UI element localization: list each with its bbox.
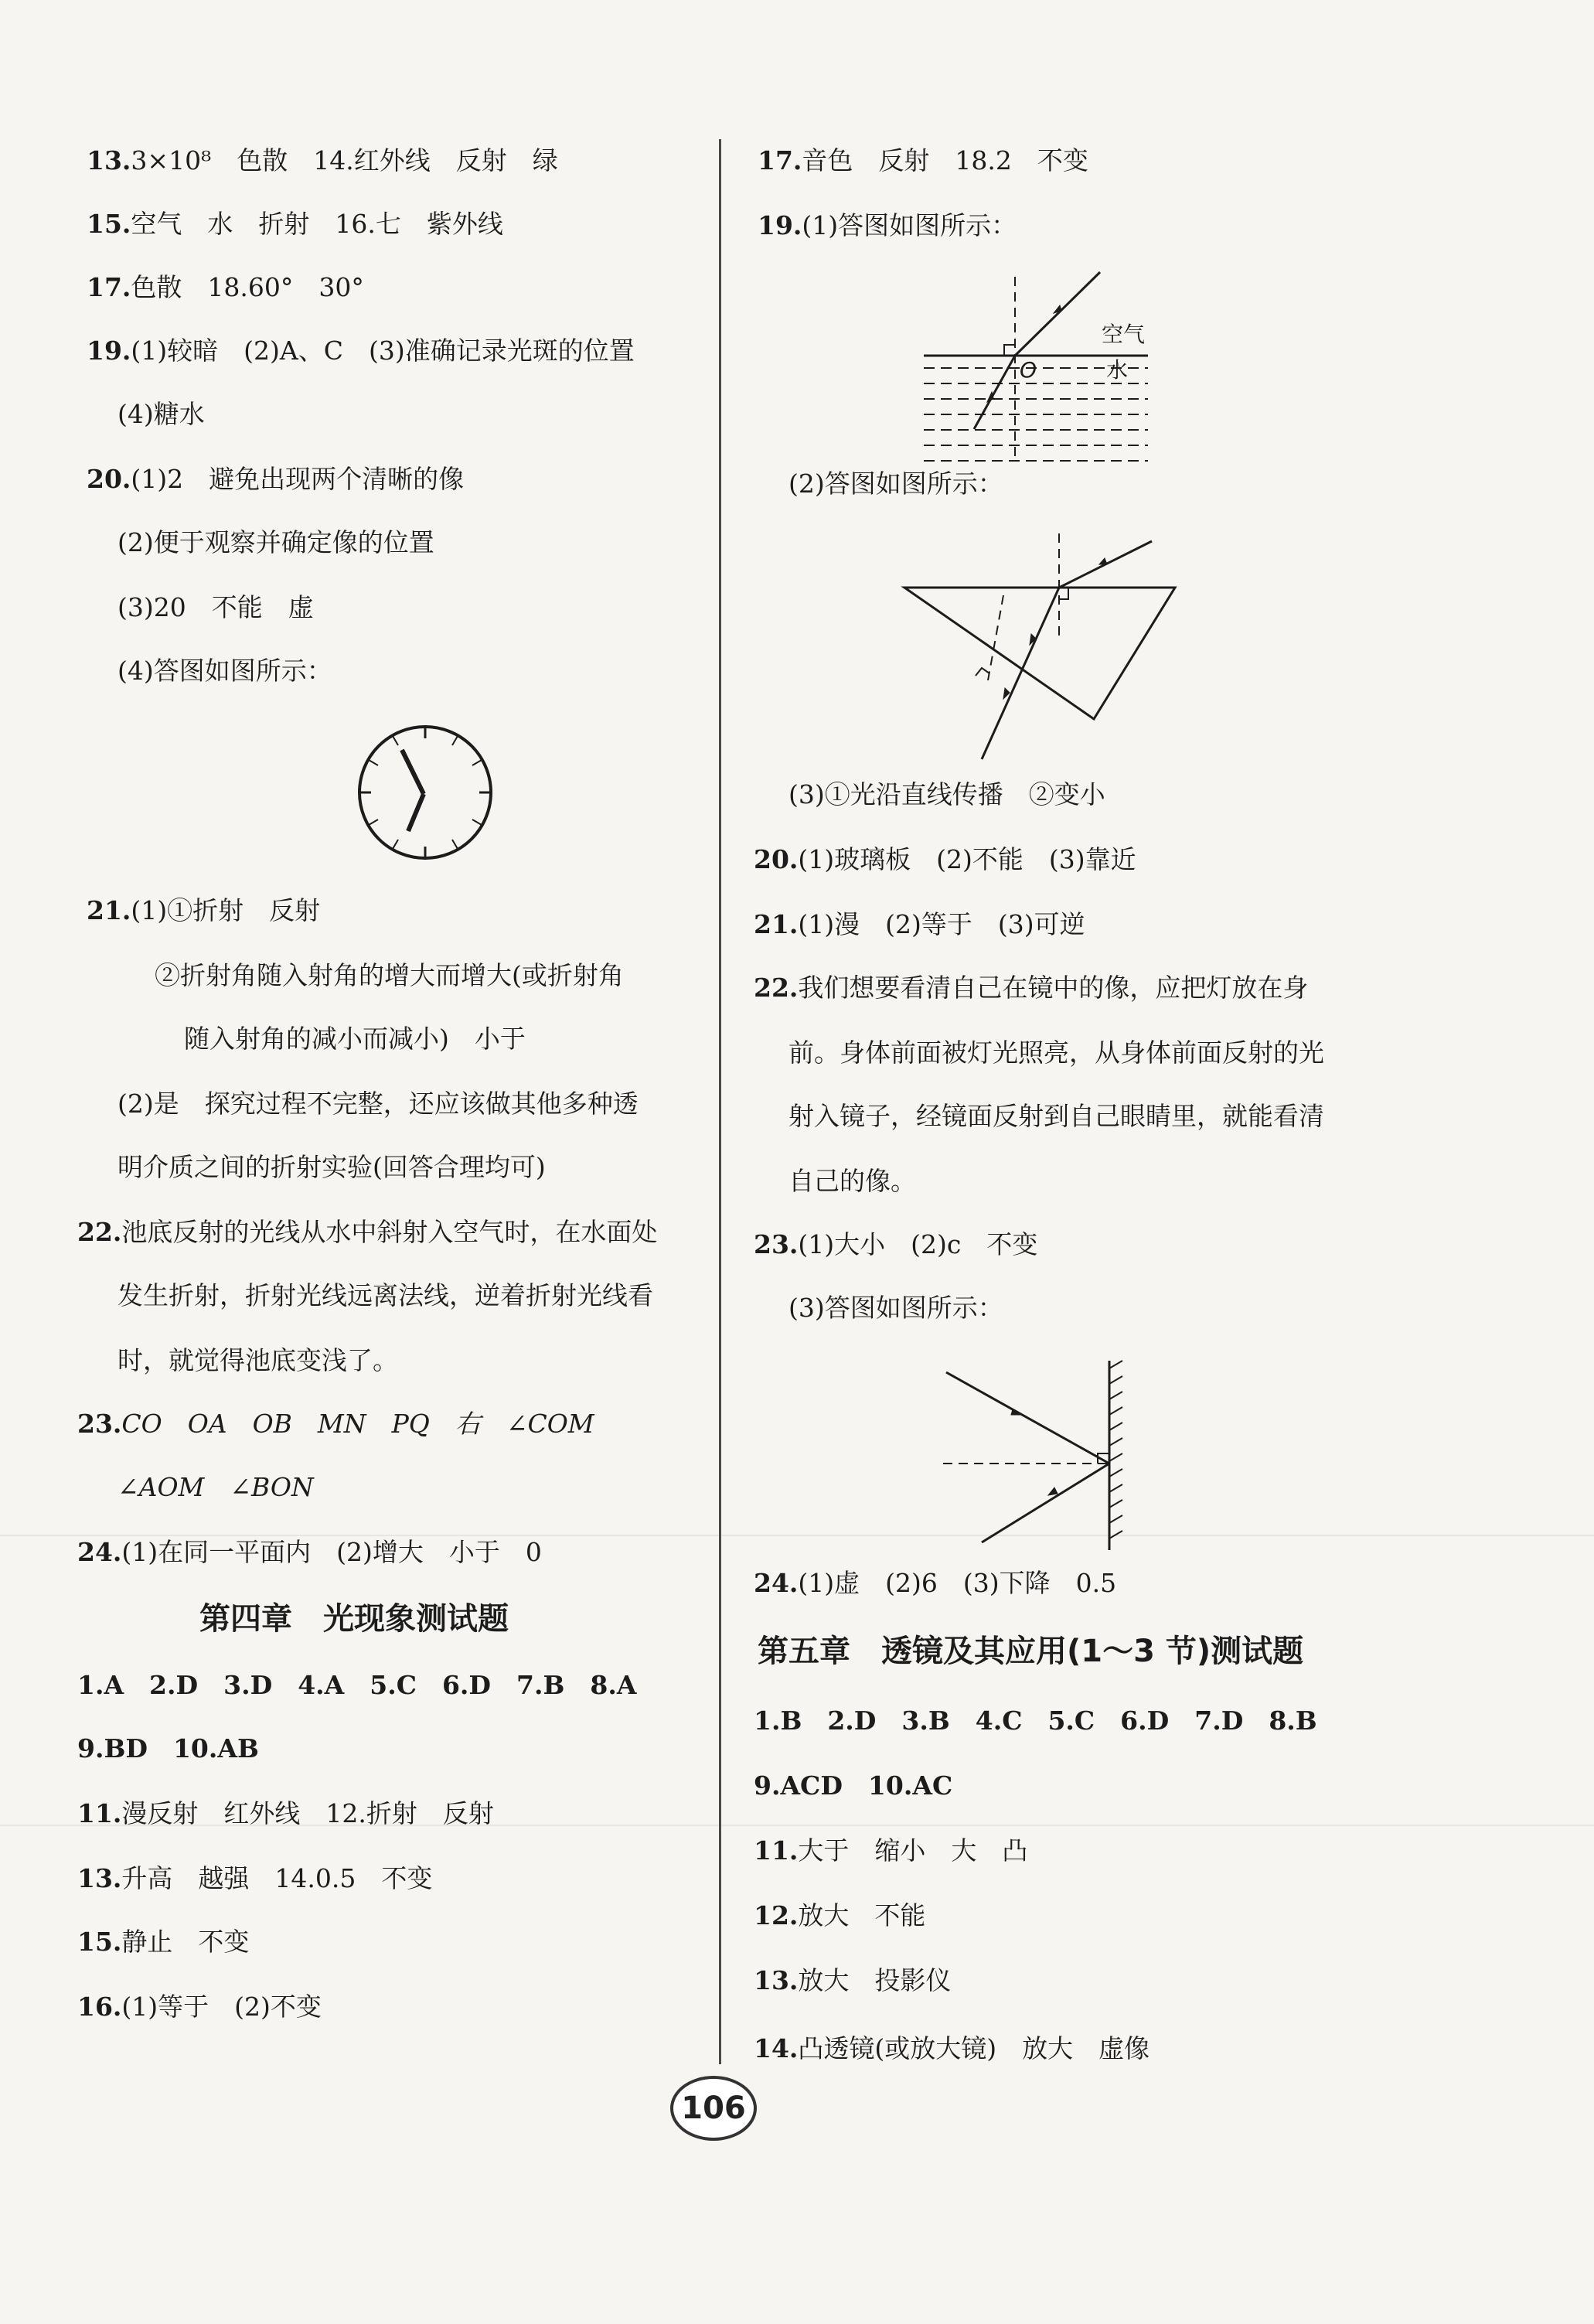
- answer-line: (3)①光沿直线传播 ②变小: [788, 779, 1105, 809]
- answer-line: (3)20 不能 虚: [118, 592, 314, 622]
- answer-line: 20.(1)2 避免出现两个清晰的像: [87, 464, 465, 494]
- answer-line: 17.音色 反射 18.2 不变: [758, 145, 1088, 175]
- answer-line: 11.漫反射 红外线 12.折射 反射: [77, 1798, 494, 1828]
- answer-line: 射入镜子，经镜面反射到自己眼睛里，就能看清: [788, 1101, 1324, 1131]
- answer-line: (3)答图如图所示：: [788, 1293, 1003, 1323]
- answer-line: 随入射角的减小而减小) 小于: [184, 1024, 526, 1054]
- answer-line: 15.空气 水 折射 16.七 紫外线: [87, 209, 503, 239]
- answer-line: 9.ACD 10.AC: [754, 1770, 953, 1801]
- answer-line: 23.(1)大小 (2)c 不变: [754, 1229, 1038, 1259]
- answer-line: 发生折射，折射光线远离法线，逆着折射光线看: [118, 1280, 653, 1310]
- answer-line: 22.我们想要看清自己在镜中的像，应把灯放在身: [754, 973, 1309, 1003]
- point-o-label: O: [1020, 357, 1037, 383]
- answer-line: 21.(1)①折射 反射: [87, 895, 321, 925]
- answer-line: 24.(1)在同一平面内 (2)增大 小于 0: [77, 1537, 542, 1567]
- answer-line: 9.BD 10.AB: [77, 1733, 259, 1763]
- answer-line: 19.(1)答图如图所示：: [758, 210, 1017, 240]
- answer-line: 20.(1)玻璃板 (2)不能 (3)靠近: [754, 844, 1136, 874]
- mirror-reflection-figure: [943, 1361, 1144, 1554]
- answer-line: 13.3×10⁸ 色散 14.红外线 反射 绿: [87, 145, 558, 175]
- answer-line: (4)答图如图所示：: [118, 656, 332, 686]
- answer-line: 自己的像。: [788, 1166, 916, 1196]
- refraction-water-figure: [924, 271, 1163, 464]
- page-number: 106: [670, 2076, 757, 2141]
- answer-line: ∠AOM ∠BON: [118, 1472, 314, 1502]
- chapter5-title: 第五章 透镜及其应用(1～3 节)测试题: [758, 1634, 1304, 1669]
- answer-line: 13.放大 投影仪: [754, 1965, 952, 1995]
- answer-line: 19.(1)较暗 (2)A、C (3)准确记录光斑的位置: [87, 336, 635, 366]
- answer-line: (4)糖水: [118, 399, 205, 429]
- answer-line: 前。身体前面被灯光照亮，从身体前面反射的光: [788, 1038, 1324, 1068]
- answer-line: (2)便于观察并确定像的位置: [118, 527, 434, 557]
- answer-line: 24.(1)虚 (2)6 (3)下降 0.5: [754, 1568, 1117, 1598]
- water-label: 水: [1106, 357, 1129, 383]
- clock-answer-figure: [356, 723, 495, 862]
- answer-line: 21.(1)漫 (2)等于 (3)可逆: [754, 909, 1085, 939]
- answer-line: 1.A 2.D 3.D 4.A 5.C 6.D 7.B 8.A: [77, 1670, 637, 1700]
- answer-line: 22.池底反射的光线从水中斜射入空气时，在水面处: [77, 1217, 658, 1247]
- answer-line: 1.B 2.D 3.B 4.C 5.C 6.D 7.D 8.B: [754, 1706, 1317, 1736]
- answer-line: 23.CO OA OB MN PQ 右 ∠COM: [77, 1409, 594, 1439]
- answer-line: (2)是 探究过程不完整，还应该做其他多种透: [118, 1089, 639, 1119]
- air-label: 空气: [1102, 322, 1146, 347]
- answer-line: (2)答图如图所示：: [788, 469, 1003, 499]
- answer-line: 明介质之间的折射实验(回答合理均可): [118, 1152, 546, 1182]
- answer-line: 12.放大 不能: [754, 1900, 926, 1930]
- column-divider: [719, 139, 721, 2064]
- answer-line: 时，就觉得池底变浅了。: [118, 1345, 398, 1375]
- answer-line: 14.凸透镜(或放大镜) 放大 虚像: [754, 2033, 1150, 2063]
- prism-refraction-figure: [904, 533, 1167, 765]
- answer-line: 13.升高 越强 14.0.5 不变: [77, 1863, 433, 1893]
- answer-line: 16.(1)等于 (2)不变: [77, 1992, 322, 2022]
- chapter4-title: 第四章 光现象测试题: [199, 1601, 509, 1637]
- answer-line: 11.大于 缩小 大 凸: [754, 1835, 1028, 1866]
- answer-line: 17.色散 18.60° 30°: [87, 272, 364, 302]
- answer-line: 15.静止 不变: [77, 1927, 250, 1957]
- answer-line: ②折射角随入射角的增大而增大(或折射角: [155, 960, 624, 990]
